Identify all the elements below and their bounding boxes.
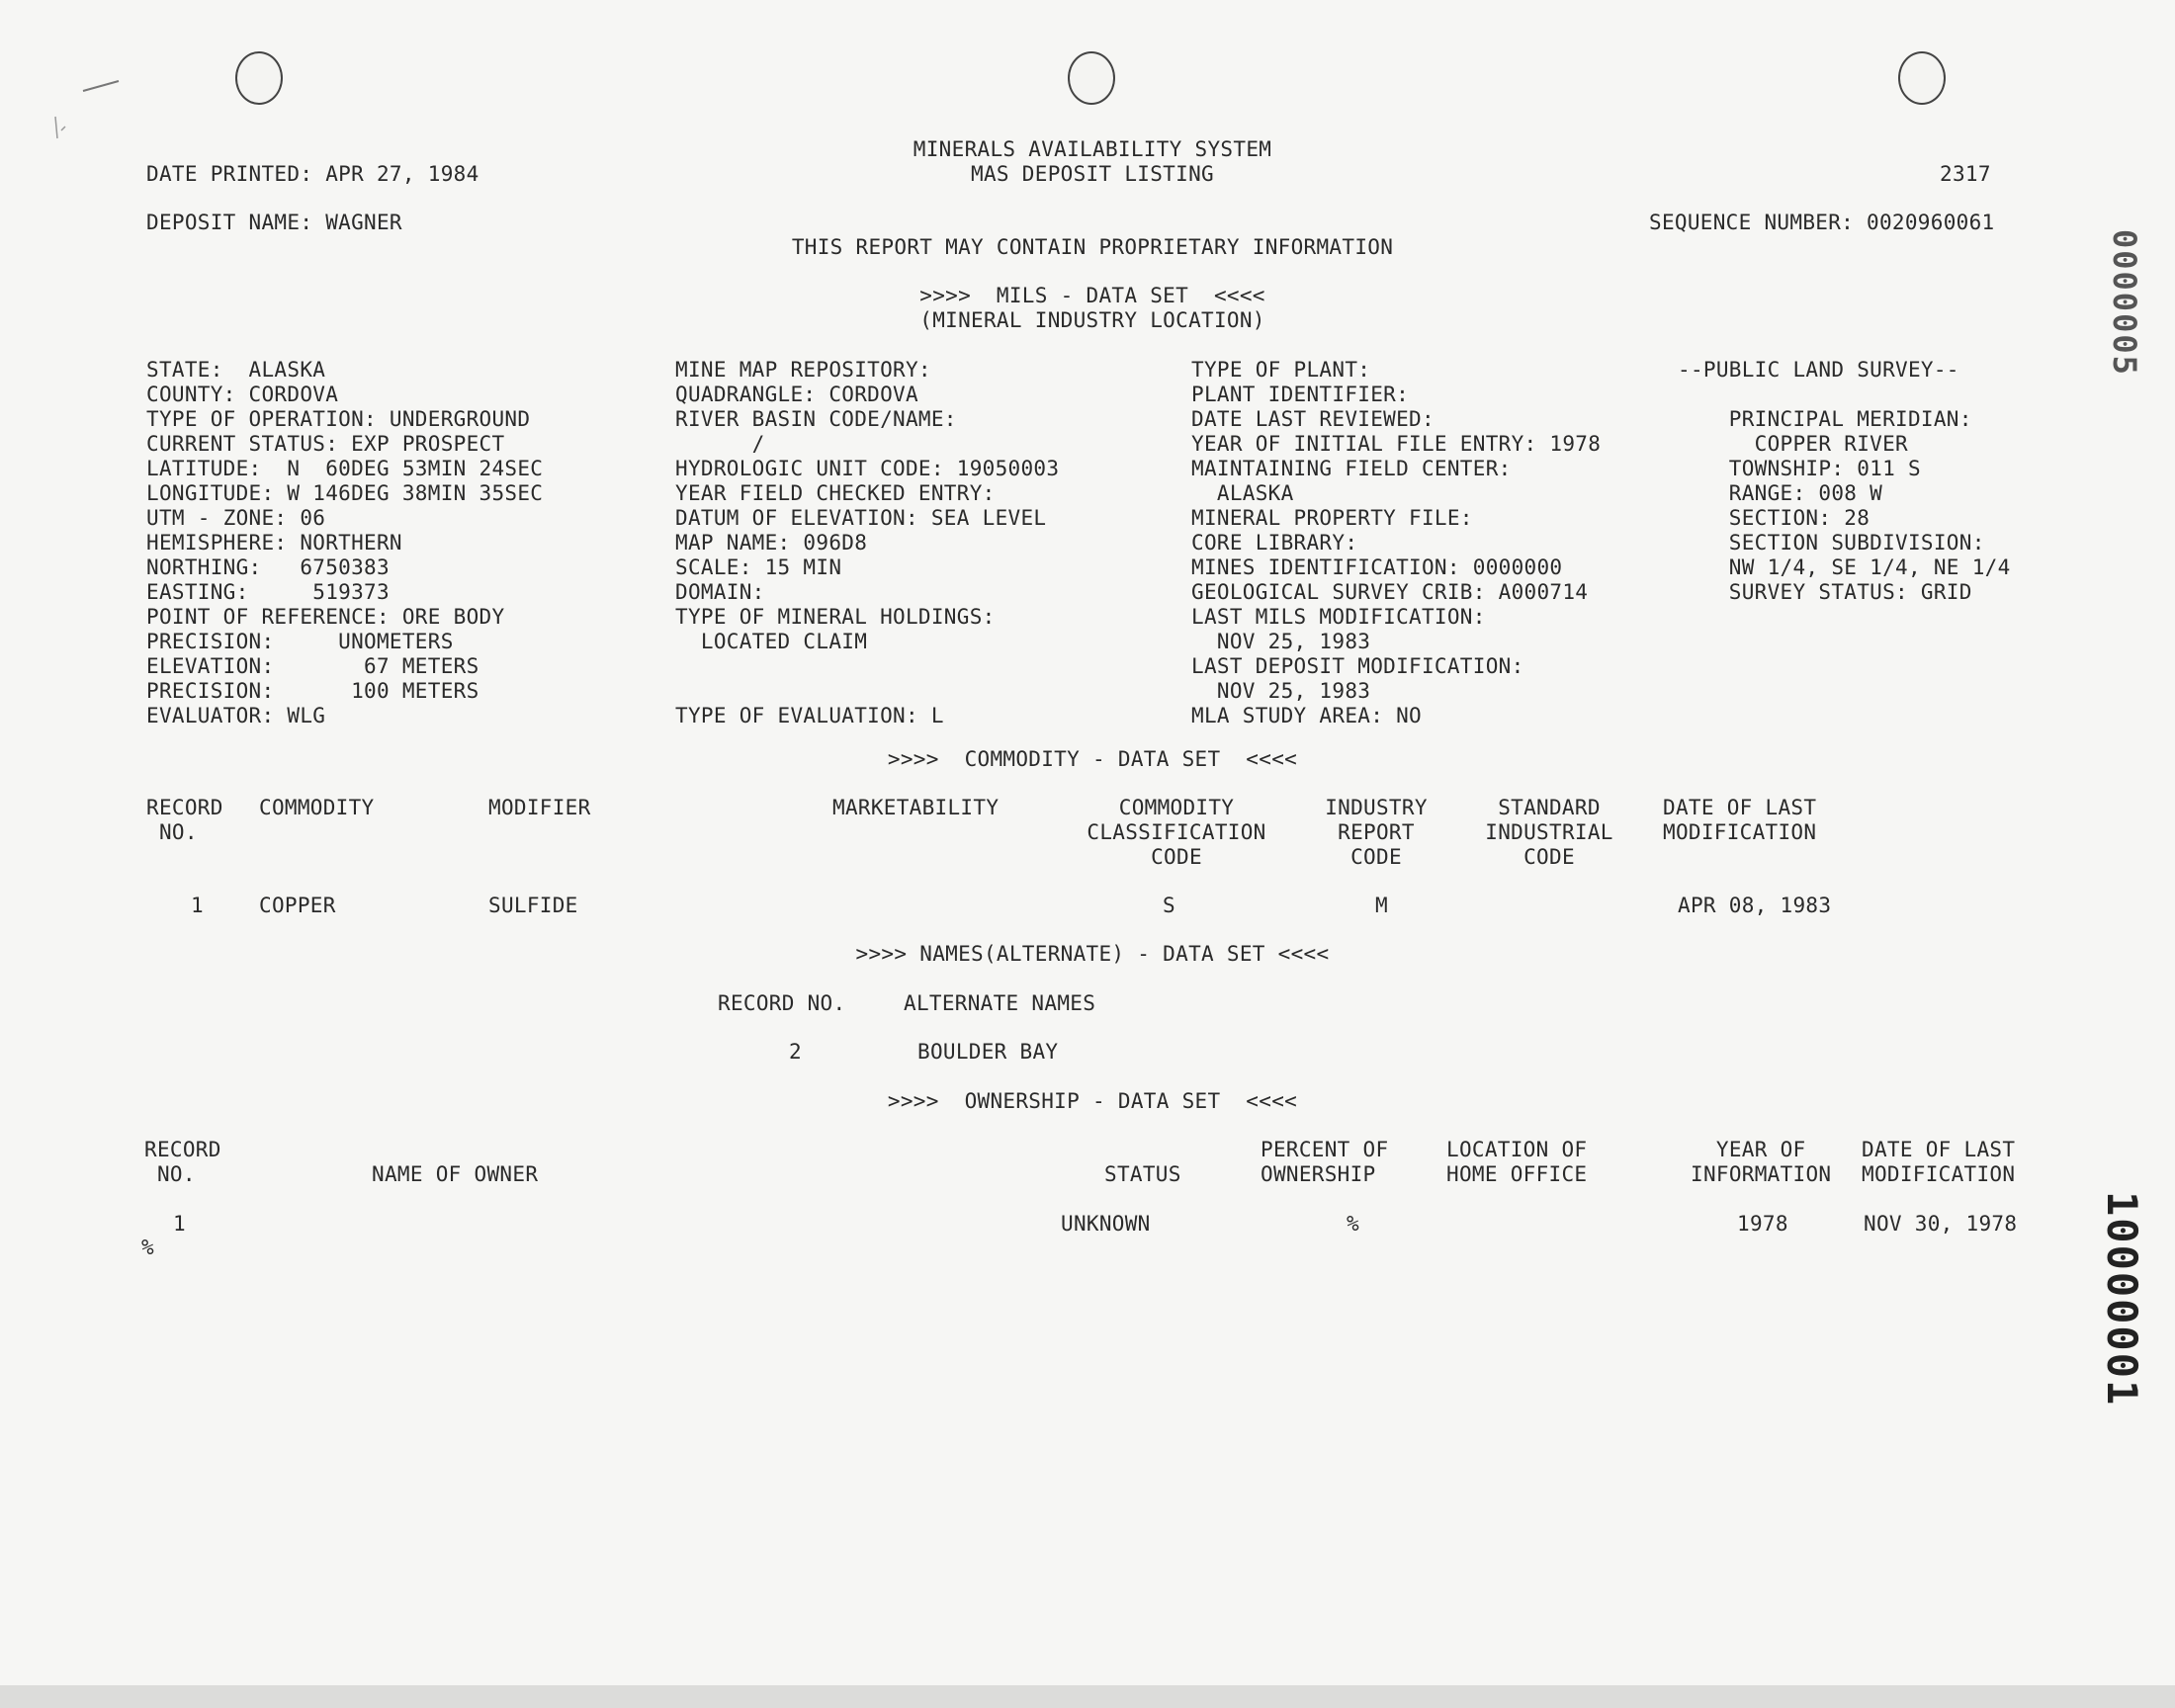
ownership-header-record: RECORD NO.	[144, 1138, 221, 1186]
mils-field: LATITUDE: N 60DEG 53MIN 24SEC	[146, 457, 544, 480]
mils-field: COUNTY: CORDOVA	[146, 383, 339, 406]
mils-field: POINT OF REFERENCE: ORE BODY	[146, 605, 505, 629]
commodity-header-commodity: COMMODITY	[259, 796, 375, 819]
survey-field: RANGE: 008 W	[1678, 481, 1883, 505]
survey-field	[1678, 383, 2011, 407]
mils-field: CORE LIBRARY:	[1191, 531, 1358, 555]
punch-hole-right	[1898, 51, 1946, 105]
punch-hole-center	[1068, 51, 1115, 105]
mils-field: EVALUATOR: WLG	[146, 704, 326, 727]
mils-field: NORTHING: 6750383	[146, 555, 390, 579]
ownership-section-title: >>>> OWNERSHIP - DATA SET <<<<	[887, 1089, 1298, 1113]
mils-field: NOV 25, 1983	[1191, 630, 1371, 653]
mils-field: MLA STUDY AREA: NO	[1191, 704, 1422, 727]
ownership-year: 1978	[1737, 1212, 1788, 1236]
ownership-header-date: DATE OF LAST MODIFICATION	[1862, 1138, 2016, 1186]
mils-field: LONGITUDE: W 146DEG 38MIN 35SEC	[146, 481, 544, 505]
mils-field: TYPE OF OPERATION: UNDERGROUND	[146, 407, 531, 431]
survey-field: NW 1/4, SE 1/4, NE 1/4	[1678, 555, 2011, 579]
mils-field: PLANT IDENTIFIER:	[1191, 383, 1410, 406]
commodity-classification: S	[1163, 894, 1175, 917]
names-header-alternate: ALTERNATE NAMES	[904, 991, 1096, 1015]
mils-field: CURRENT STATUS: EXP PROSPECT	[146, 432, 505, 456]
mils-field: LAST DEPOSIT MODIFICATION:	[1191, 654, 1524, 678]
commodity-modifier: SULFIDE	[488, 894, 578, 917]
system-title: MINERALS AVAILABILITY SYSTEM	[913, 137, 1272, 161]
ownership-header-location: LOCATION OF HOME OFFICE	[1446, 1138, 1588, 1186]
ownership-header-percent: PERCENT OF OWNERSHIP	[1261, 1138, 1389, 1186]
mils-field: LOCATED CLAIM	[675, 630, 868, 653]
mils-field: MAINTAINING FIELD CENTER:	[1191, 457, 1512, 480]
public-land-survey	[1678, 358, 2011, 605]
ownership-header-owner: NAME OF OWNER	[372, 1162, 539, 1186]
mils-field: STATE: ALASKA	[146, 358, 326, 382]
ownership-status: UNKNOWN	[1061, 1212, 1151, 1236]
commodity-header-marketability: MARKETABILITY	[832, 796, 1000, 819]
commodity-section-title: >>>> COMMODITY - DATA SET <<<<	[887, 747, 1298, 771]
ownership-record-no: 1	[173, 1212, 186, 1236]
ownership-header-year: YEAR OF INFORMATION	[1691, 1138, 1832, 1186]
edge-stamp-bottom: 10000001	[2098, 1191, 2146, 1408]
commodity-industry-code: M	[1375, 894, 1388, 917]
mils-field	[675, 654, 1059, 679]
ownership-date-mod: NOV 30, 1978	[1864, 1212, 2018, 1236]
commodity-date-mod: APR 08, 1983	[1678, 894, 1832, 917]
mils-field: PRECISION: UNOMETERS	[146, 630, 454, 653]
mils-field: MINERAL PROPERTY FILE:	[1191, 506, 1473, 530]
mils-field: TYPE OF PLANT:	[1191, 358, 1371, 382]
survey-field: COPPER RIVER	[1678, 432, 1908, 456]
commodity-name: COPPER	[259, 894, 336, 917]
mils-field: DATE LAST REVIEWED:	[1191, 407, 1435, 431]
mils-field: UTM - ZONE: 06	[146, 506, 326, 530]
mils-field: DATUM OF ELEVATION: SEA LEVEL	[675, 506, 1047, 530]
page-number: 2317	[1940, 162, 1991, 186]
commodity-header-sic: STANDARD INDUSTRIAL CODE	[1485, 796, 1613, 869]
mils-section-title: >>>> MILS - DATA SET <<<<	[919, 284, 1265, 307]
mils-field: GEOLOGICAL SURVEY CRIB: A000714	[1191, 580, 1589, 604]
sequence-number: SEQUENCE NUMBER: 0020960061	[1649, 211, 1995, 234]
mils-field: QUADRANGLE: CORDOVA	[675, 383, 918, 406]
commodity-record-no: 1	[191, 894, 204, 917]
mils-field: ELEVATION: 67 METERS	[146, 654, 479, 678]
date-printed: DATE PRINTED: APR 27, 1984	[146, 162, 479, 186]
mils-field: TYPE OF EVALUATION: L	[675, 704, 944, 727]
scan-bottom-band	[0, 1685, 2175, 1708]
mils-field: RIVER BASIN CODE/NAME:	[675, 407, 957, 431]
mils-field	[675, 679, 1059, 704]
mils-field: SCALE: 15 MIN	[675, 555, 842, 579]
mils-field: DOMAIN:	[675, 580, 765, 604]
mils-column-location	[146, 358, 543, 728]
survey-field: SECTION SUBDIVISION:	[1678, 531, 1985, 555]
mils-field: EASTING: 519373	[146, 580, 390, 604]
mils-section-subtitle: (MINERAL INDUSTRY LOCATION)	[919, 308, 1265, 332]
names-record-no: 2	[789, 1040, 802, 1064]
scan-mark	[47, 109, 77, 148]
mils-field: HYDROLOGIC UNIT CODE: 19050003	[675, 457, 1060, 480]
mils-field: PRECISION: 100 METERS	[146, 679, 479, 703]
commodity-header-date: DATE OF LAST MODIFICATION	[1663, 796, 1817, 844]
mils-field: MINES IDENTIFICATION: 0000000	[1191, 555, 1563, 579]
names-alternate-name: BOULDER BAY	[917, 1040, 1059, 1064]
ownership-marker: %	[141, 1236, 154, 1259]
commodity-header-record: RECORD NO.	[146, 796, 223, 844]
names-section-title: >>>> NAMES(ALTERNATE) - DATA SET <<<<	[855, 942, 1330, 966]
mils-field: TYPE OF MINERAL HOLDINGS:	[675, 605, 996, 629]
commodity-header-classification: COMMODITY CLASSIFICATION CODE	[1087, 796, 1266, 869]
listing-title: MAS DEPOSIT LISTING	[971, 162, 1214, 186]
survey-field: TOWNSHIP: 011 S	[1678, 457, 1921, 480]
scan-mark	[79, 75, 138, 105]
survey-field: --PUBLIC LAND SURVEY--	[1678, 358, 1959, 382]
ownership-header-status: STATUS	[1104, 1162, 1181, 1186]
survey-field: SURVEY STATUS: GRID	[1678, 580, 1972, 604]
edge-stamp-top: 0000005	[2106, 229, 2143, 377]
mils-field: /	[675, 432, 765, 456]
mils-field: NOV 25, 1983	[1191, 679, 1371, 703]
mils-field: YEAR FIELD CHECKED ENTRY:	[675, 481, 996, 505]
mils-field: LAST MILS MODIFICATION:	[1191, 605, 1486, 629]
commodity-header-industry: INDUSTRY REPORT CODE	[1325, 796, 1428, 869]
deposit-name: DEPOSIT NAME: WAGNER	[146, 211, 402, 234]
mils-column-map	[675, 358, 1059, 728]
mils-field: MAP NAME: 096D8	[675, 531, 868, 555]
ownership-percent: %	[1347, 1212, 1359, 1236]
mils-field: MINE MAP REPOSITORY:	[675, 358, 931, 382]
proprietary-notice: THIS REPORT MAY CONTAIN PROPRIETARY INFORMATION	[791, 235, 1394, 259]
names-header-record: RECORD NO.	[718, 991, 846, 1015]
commodity-header-modifier: MODIFIER	[488, 796, 591, 819]
mils-field: ALASKA	[1191, 481, 1294, 505]
punch-hole-left	[235, 51, 283, 105]
survey-field: SECTION: 28	[1678, 506, 1870, 530]
mils-field: HEMISPHERE: NORTHERN	[146, 531, 402, 555]
mils-column-plant	[1191, 358, 1601, 728]
mils-field: YEAR OF INITIAL FILE ENTRY: 1978	[1191, 432, 1602, 456]
survey-field: PRINCIPAL MERIDIAN:	[1678, 407, 1972, 431]
